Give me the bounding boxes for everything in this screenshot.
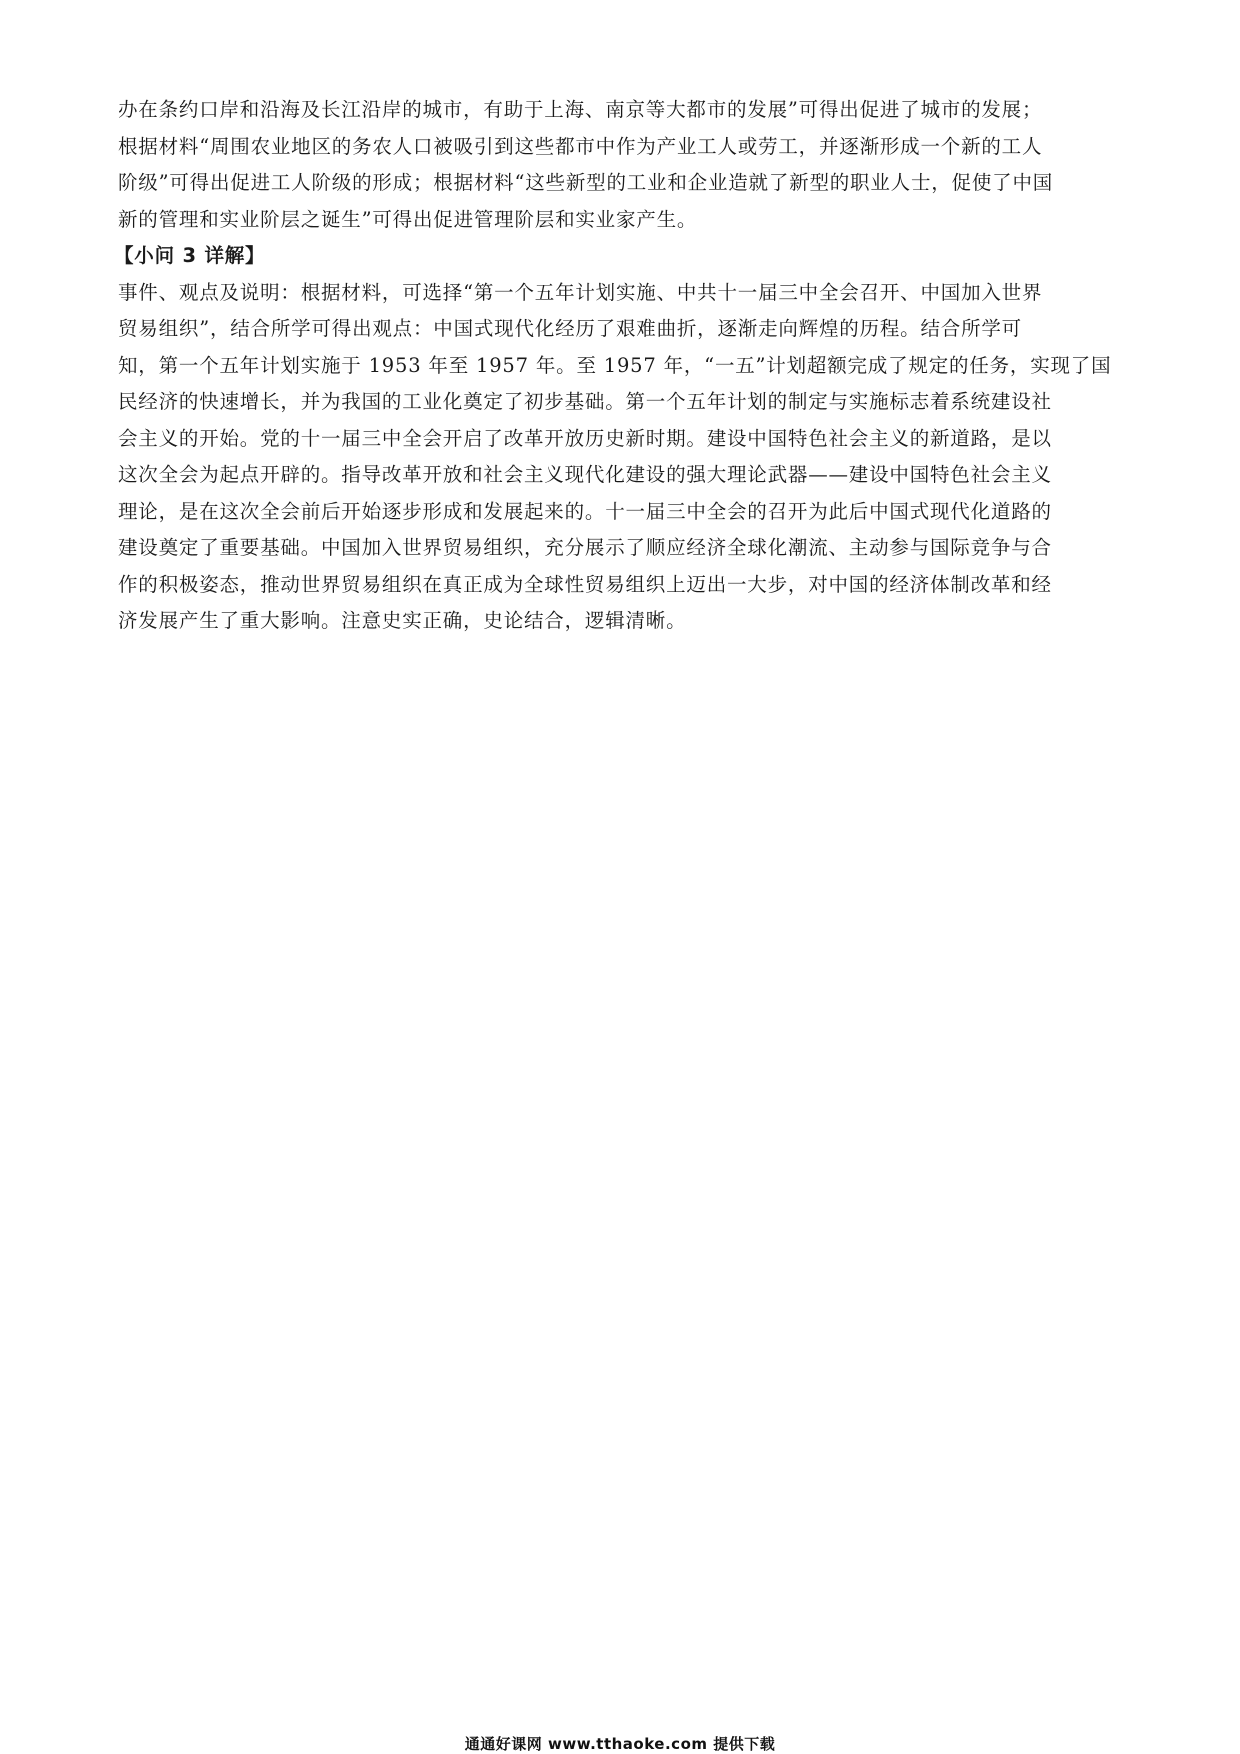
text-line: 办在条约口岸和沿海及长江沿岸的城市，有助于上海、南京等大都市的发展”可得出促进了城市的发展； xyxy=(118,98,1043,121)
text-line: 作的积极姿态，推动世界贸易组织在真正成为全球性贸易组织上迈出一大步，对中国的经济体制改革和经 xyxy=(118,572,1052,596)
text-line: 会主义的开始。党的十一届三中全会开启了改革开放历史新时期。建设中国特色社会主义的新道路，是以 xyxy=(118,426,1052,450)
text-line: 济发展产生了重大影响。注意史实正确，史论结合，逻辑清晰。 xyxy=(118,609,687,632)
document-body xyxy=(114,92,1130,640)
text-line: 知，第一个五年计划实施于 1953 年至 1957 年。至 1957 年，“一五”计划超额完成了规定的任务，实现了国 xyxy=(118,353,1112,377)
text-line: 民经济的快速增长，并为我国的工业化奠定了初步基础。第一个五年计划的制定与实施标志着系统建设社 xyxy=(118,390,1052,413)
text-line: 建设奠定了重要基础。中国加入世界贸易组织，充分展示了顺应经济全球化潮流、主动参与国际竞争与合 xyxy=(118,536,1052,559)
text-line: 根据材料“周围农业地区的务农人口被吸引到这些都市中作为产业工人或劳工，并逐渐形成一个新的工人 xyxy=(118,134,1043,158)
section-heading: 【小问 3 详解】 xyxy=(114,244,266,267)
paragraph-continuation xyxy=(118,92,1130,238)
text-line: 事件、观点及说明：根据材料，可选择“第一个五年计划实施、中共十一届三中全会召开、中国加入世界 xyxy=(118,280,1043,304)
text-line: 贸易组织”，结合所学可得出观点：中国式现代化经历了艰难曲折，逐渐走向辉煌的历程。结合所学可 xyxy=(118,317,1022,340)
text-line: 阶级”可得出促进工人阶级的形成；根据材料“这些新型的工业和企业造就了新型的职业人士，促使了中国 xyxy=(118,171,1054,194)
text-line: 这次全会为起点开辟的。指导改革开放和社会主义现代化建设的强大理论武器——建设中国特色社会主义 xyxy=(118,463,1052,486)
text-line: 新的管理和实业阶层之诞生”可得出促进管理阶层和实业家产生。 xyxy=(118,207,698,231)
paragraph-answer-3 xyxy=(118,275,1130,640)
text-line: 理论，是在这次全会前后开始逐步形成和发展起来的。十一届三中全会的召开为此后中国式现代化道路的 xyxy=(118,499,1052,523)
page-footer: 通通好课网 www.tthaoke.com 提供下载 xyxy=(464,1735,776,1753)
